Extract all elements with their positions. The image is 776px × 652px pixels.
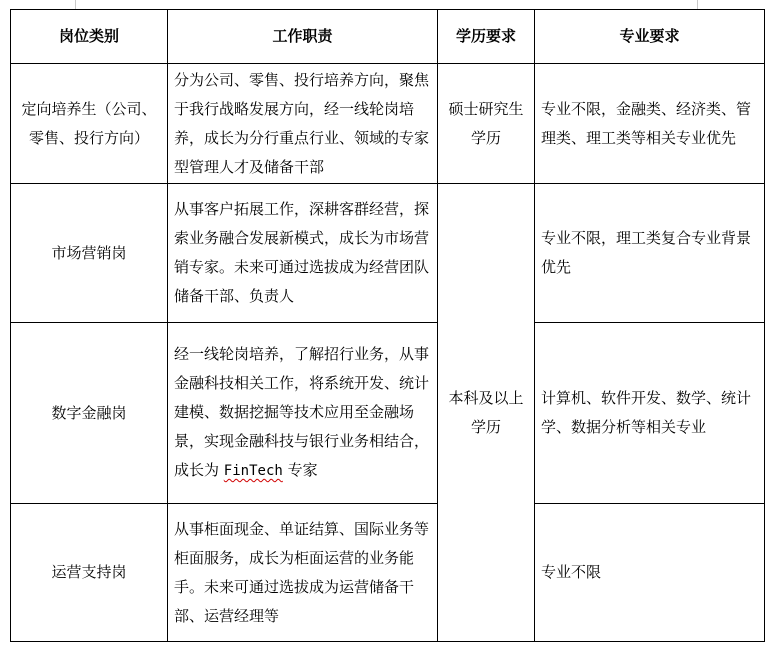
page-margin-marker-right xyxy=(697,0,698,9)
cell-major: 专业不限，理工类复合专业背景优先 xyxy=(535,184,765,323)
header-major: 专业要求 xyxy=(535,10,765,64)
cell-duties: 从事柜面现金、单证结算、国际业务等柜面服务，成长为柜面运营的业务能手。未来可通过选拔成为运营储备干部、运营经理等 xyxy=(168,504,438,642)
header-row xyxy=(11,10,765,64)
header-education: 学历要求 xyxy=(438,10,535,64)
cell-education-merged: 本科及以上学历 xyxy=(438,184,535,642)
cell-major: 专业不限，金融类、经济类、管理类、理工类等相关专业优先 xyxy=(535,64,765,184)
cell-category: 运营支持岗 xyxy=(11,504,168,642)
cell-major: 专业不限 xyxy=(535,504,765,642)
cell-duties: 分为公司、零售、投行培养方向，聚焦于我行战略发展方向，经一线轮岗培养，成长为分行重点行业、领域的专家型管理人才及储备干部 xyxy=(168,64,438,184)
cell-category: 数字金融岗 xyxy=(11,323,168,504)
spellcheck-flagged-term[interactable]: FinTech xyxy=(223,463,283,479)
table-row xyxy=(11,184,765,323)
cell-education: 硕士研究生学历 xyxy=(438,64,535,184)
header-category: 岗位类别 xyxy=(11,10,168,64)
cell-major: 计算机、软件开发、数学、统计学、数据分析等相关专业 xyxy=(535,323,765,504)
table-row xyxy=(11,504,765,642)
table-row xyxy=(11,323,765,504)
cell-duties: 从事客户拓展工作，深耕客群经营，探索业务融合发展新模式，成长为市场营销专家。未来可通过选拔成为经营团队储备干部、负责人 xyxy=(168,184,438,323)
page-margin-marker-left xyxy=(75,0,76,9)
duties-text: 经一线轮岗培养，了解招行业务，从事金融科技相关工作，将系统开发、统计建模、数据挖掘等技术应用至金融场景，实现金融科技与银行业务相结合，成长为 xyxy=(174,345,430,479)
cell-duties xyxy=(168,323,438,504)
header-duties: 工作职责 xyxy=(168,10,438,64)
job-requirements-table xyxy=(10,9,765,642)
table-row xyxy=(11,64,765,184)
cell-category: 定向培养生（公司、零售、投行方向） xyxy=(11,64,168,184)
duties-text-end: 专家 xyxy=(287,461,318,479)
cell-category: 市场营销岗 xyxy=(11,184,168,323)
